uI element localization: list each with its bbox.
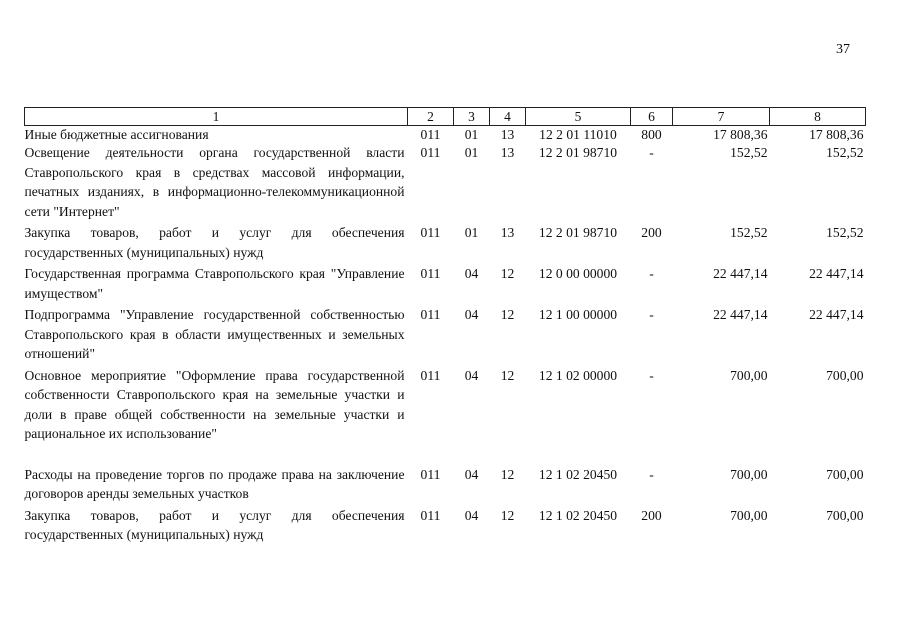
cell-col5: 12 1 02 00000 <box>538 367 618 383</box>
cell-col3: 04 <box>464 466 479 482</box>
cell-col7: 152,52 <box>730 225 768 240</box>
cell-col7: 700,00 <box>730 466 768 482</box>
page-number: 37 <box>836 42 850 57</box>
cell-col4: 12 <box>500 367 515 383</box>
cell-col5: 12 2 01 11010 <box>539 127 617 142</box>
col-header-7: 7 <box>673 108 770 126</box>
cell-col2: 011 <box>420 225 441 240</box>
cell-col5: 12 1 02 20450 <box>538 507 618 523</box>
cell-col4: 13 <box>500 145 515 160</box>
table-row <box>25 223 866 264</box>
cell-col2: 011 <box>420 367 441 383</box>
col-header-5: 5 <box>526 108 631 126</box>
cell-col2: 011 <box>420 145 441 160</box>
table-row <box>25 465 866 506</box>
cell-col2: 011 <box>420 127 441 142</box>
table-row <box>25 143 866 223</box>
cell-col6: - <box>649 266 654 281</box>
row-name: Расходы на проведение торгов по продаже права на заключение договоров аренды земельных участков <box>24 466 405 501</box>
cell-col4: 12 <box>500 266 515 281</box>
cell-col5: 12 1 02 20450 <box>538 466 618 482</box>
cell-col5: 12 0 00 00000 <box>538 266 618 281</box>
cell-col7: 17 808,36 <box>713 127 768 142</box>
cell-col8: 152,52 <box>826 145 864 160</box>
cell-col8: 700,00 <box>826 367 864 383</box>
cell-col4: 12 <box>500 307 515 322</box>
cell-col7: 22 447,14 <box>713 266 768 281</box>
row-name: Иные бюджетные ассигнования <box>24 127 209 142</box>
table-row <box>25 264 866 305</box>
table-row <box>25 506 866 547</box>
table-row <box>25 366 866 465</box>
col-header-2: 2 <box>408 108 454 126</box>
cell-col8: 17 808,36 <box>809 127 864 142</box>
row-name: Государственная программа Ставропольского края "Управление имуществом" <box>24 266 405 301</box>
cell-col2: 011 <box>420 507 441 523</box>
col-header-6: 6 <box>631 108 673 126</box>
cell-col3: 04 <box>464 266 479 281</box>
cell-col8: 22 447,14 <box>809 266 864 281</box>
cell-col6: - <box>649 307 654 322</box>
table-row <box>25 126 866 144</box>
cell-col6: - <box>649 145 654 160</box>
cell-col8: 152,52 <box>826 225 864 240</box>
cell-col4: 12 <box>500 507 515 523</box>
cell-col2: 011 <box>420 466 441 482</box>
cell-col3: 01 <box>464 145 479 160</box>
cell-col3: 01 <box>464 225 479 240</box>
col-header-3: 3 <box>454 108 490 126</box>
cell-col8: 22 447,14 <box>809 307 864 322</box>
row-name: Освещение деятельности органа государственной власти Ставропольского края в средствах массовой информации, печатных изданиях, в информационно-телекоммуникационной сети "Интернет" <box>24 145 405 219</box>
cell-col5: 12 2 01 98710 <box>538 225 618 240</box>
table-header-row <box>25 108 866 126</box>
cell-col7: 700,00 <box>730 367 768 383</box>
col-header-8: 8 <box>770 108 866 126</box>
cell-col8: 700,00 <box>826 507 864 523</box>
table-row <box>25 305 866 366</box>
cell-col6: 200 <box>641 225 662 240</box>
cell-col3: 01 <box>464 127 479 142</box>
cell-col5: 12 1 00 00000 <box>538 307 618 322</box>
cell-col7: 152,52 <box>730 145 768 160</box>
cell-col6: - <box>649 466 654 482</box>
cell-col8: 700,00 <box>826 466 864 482</box>
row-name: Закупка товаров, работ и услуг для обеспечения государственных (муниципальных) нужд <box>24 225 405 260</box>
cell-col3: 04 <box>464 367 479 383</box>
cell-col5: 12 2 01 98710 <box>538 145 618 160</box>
cell-col3: 04 <box>464 307 479 322</box>
cell-col4: 13 <box>500 127 515 142</box>
cell-col2: 011 <box>420 307 441 322</box>
row-name: Основное мероприятие "Оформление права государственной собственности Ставропольского края на земельные участки и доли в праве общей собственности на земельные участки и рациональное их использование" <box>24 367 405 441</box>
cell-col6: 200 <box>641 507 662 523</box>
cell-col6: - <box>649 367 654 383</box>
cell-col7: 700,00 <box>730 507 768 523</box>
row-name: Подпрограмма "Управление государственной собственностью Ставропольского края в области имущественных и земельных отношений" <box>24 307 405 361</box>
cell-col6: 800 <box>641 127 662 142</box>
cell-col3: 04 <box>464 507 479 523</box>
col-header-1: 1 <box>25 108 408 126</box>
cell-col4: 13 <box>500 225 515 240</box>
cell-col7: 22 447,14 <box>713 307 768 322</box>
cell-col2: 011 <box>420 266 441 281</box>
col-header-4: 4 <box>490 108 526 126</box>
row-name: Закупка товаров, работ и услуг для обеспечения государственных (муниципальных) нужд <box>24 507 405 542</box>
cell-col4: 12 <box>500 466 515 482</box>
budget-table <box>24 107 866 547</box>
